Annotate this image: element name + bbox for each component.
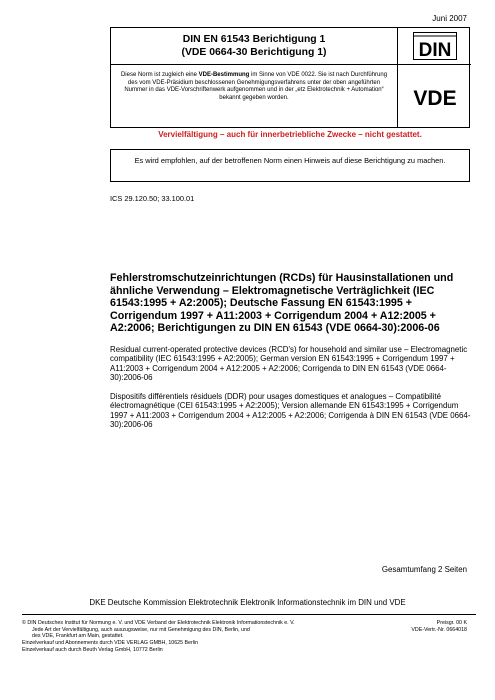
title-french: Dispositifs différentiels résiduels (DDR) pour usages domestiques et analogues – Compatibilité électromagnétique (CEI 61543:1995 + A2:2005); Version allemande EN 61543:1995 + Corrigendum 1997 + A11:2003 + Corrigendum 2004 + A12:2005 + A2:2006; Corrigenda à DIN EN 61543 (VDE 0664-30):2006-06 (110, 392, 471, 430)
vde-logo (398, 65, 471, 128)
total-pages: Gesamtumfang 2 Seiten (381, 565, 467, 574)
price-group: Preisgr. 00 K (436, 620, 467, 626)
order-number: VDE-Vertr.-Nr. 0664018 (411, 626, 467, 633)
title-english: Residual current-operated protective devices (RCD's) for household and similar use – Electromagnetic compatibility (IEC 61543:1995 + A2:2005); German version EN 61543:1995 + Corrigendum 1997 + A11:2003 + Corrigendum 2004 + A12:2005 + A2:2006; Corrigenda to DIN EN 61543 (VDE 0664-30):2006-06 (110, 345, 468, 383)
reproduction-notice: Vervielfältigung – auch für innerbetriebliche Zwecke – nicht gestattet. (158, 130, 422, 139)
footer-line-copyright: © DIN Deutsches Institut für Normung e. V. und VDE Verband der Elektrotechnik Elektronik Informationstechnik e. V. (22, 620, 295, 626)
ics-code: ICS 29.120.50; 33.100.01 (110, 194, 195, 203)
din-logo (398, 28, 471, 65)
header-box (110, 27, 470, 128)
footer-divider (22, 614, 476, 615)
vde-logo-text: VDE (412, 86, 457, 109)
footer-pricing (411, 620, 467, 633)
din-logo-text: DIN (418, 40, 451, 60)
footer-line-reproduction: Jede Art der Vervielfältigung, auch auszugsweise, nur mit Genehmigung des DIN, Berlin, und (32, 626, 250, 633)
recommendation-box: Es wird empfohlen, auf der betroffenen Norm einen Hinweis auf diese Berichtigung zu machen. (110, 149, 470, 182)
footer-line-sales-vde: Einzelverkauf und Abonnements durch VDE VERLAG GMBH, 10625 Berlin (22, 640, 199, 647)
title-german: Fehlerstromschutzeinrichtungen (RCDs) für Hausinstallationen und ähnliche Verwendung – Elektromagnetische Verträglichkeit (IEC 61543:1995 + A2:2005); Deutsche Fassung EN 61543:1995 + Corrigendum 1997 + A11:2003 + Corrigendum 2004 + A12:2005 + A2:2006; Berichtigungen zu DIN EN 61543 (VDE 0664-30):2006-06 (110, 272, 454, 334)
vde-regulation-term: VDE-Bestimmung (198, 72, 250, 78)
document-title-cell (111, 28, 398, 65)
footer-line-permission: des VDE, Frankfurt am Main, gestattet. (32, 633, 124, 640)
vde-regulation-notice: Diese Norm ist zugleich eine VDE-Bestimmung im Sinne von VDE 0022. Sie ist nach Durchführung des vom VDE-Präsidium beschlossenen Genehmigungsverfahrens unter der oben angeführten Nummer in das VDE-Vorschriftenwerk aufgenommen und in der „etz Elektrotechnik + Automation“ bekannt gegeben worden. (111, 65, 398, 128)
footer-line-sales-beuth: Einzelverkauf auch durch Beuth Verlag GmbH, 10772 Berlin (22, 646, 163, 653)
footer-copyright (22, 620, 374, 654)
document-subtitle: (VDE 0664-30 Berichtigung 1) (181, 47, 327, 58)
vde-logo-icon (405, 85, 465, 109)
din-logo-icon (413, 32, 457, 60)
dke-line: DKE Deutsche Kommission Elektrotechnik Elektronik Informationstechnik im DIN und VDE (89, 598, 406, 607)
publication-date: Juni 2007 (432, 14, 467, 23)
document-title: DIN EN 61543 Berichtigung 1 (182, 34, 326, 45)
